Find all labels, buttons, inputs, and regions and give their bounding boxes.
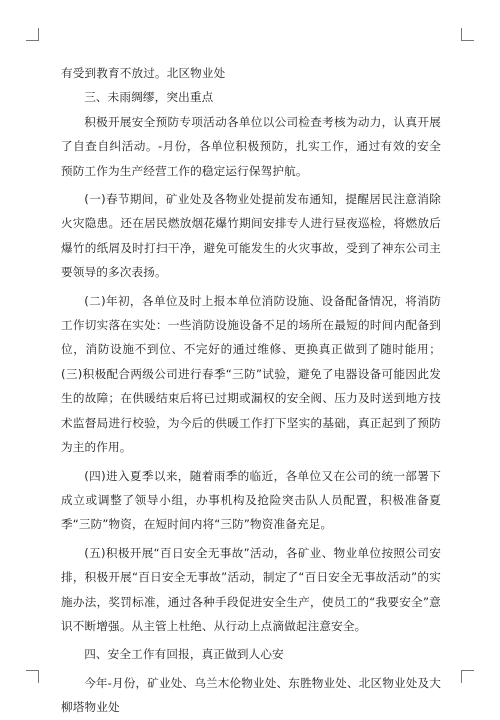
paragraph-item-4: (四)进入夏季以来，随着雨季的临近，各单位又在公司的统一部署下成立或调整了领导小组，办事机构及抢险突击队人员配置，积极准备夏季“三防”物资，在短时间内将“三防”物资准备充足。 (61, 468, 441, 532)
paragraph-item-2-3: (二)年初，各单位及时上报本单位消防设施、设备配备情况，将消防工作切实落在实处：一些消防设施设备不足的场所在最短的时间内配备到位，消防设施不到位、不完好的通过维修、更换真正做到了随时能用；(三)积极配合两级公司进行春季“三防”试验，避免了电器设备可能因此发生的故障；在供暖结束后将已过期或漏权的安全阀、压力及时送到地方技术监督局进行校验，为今后的供暖工作打下坚实的基础，真正起到了预防为主的作用。 (61, 293, 441, 455)
paragraph-continuation: 有受到教育不放过。北区物业处 (61, 66, 226, 80)
paragraph-results: 今年-月份，矿业处、乌兰木伦物业处、东胜物业处、北区物业处及大柳塔物业处 (61, 675, 441, 715)
section-heading-3: 三、未雨绸缪，突出重点 (84, 90, 214, 105)
paragraph-item-1: (一)春节期间，矿业处及各物业处提前发布通知，提醒居民注意消除火灾隐患。还在居民燃放烟花爆竹期间安排专人进行昼夜巡检，将燃放后爆竹的纸屑及时打扫干净，避免可能发生的火灾事故，受到了神东公司主要领导的多次表扬。 (61, 192, 441, 280)
document-body (61, 61, 441, 720)
crop-mark-top-right (461, 28, 474, 41)
paragraph-item-5: (五)积极开展“百日安全无事故”活动，各矿业、物业单位按照公司安排，积极开展“百日安全无事故”活动，制定了“百日安全无事故活动”的实施办法，奖罚标准，通过各种手段促进安全生产，使员工的“我要安全”意识不断增强。从主管上杜绝、从行动上点滴做起注意安全。 (61, 545, 441, 633)
crop-mark-top-left (26, 28, 39, 41)
crop-mark-bottom-left (26, 670, 39, 683)
paragraph-prevention-intro: 积极开展安全预防专项活动各单位以公司检查考核为动力，认真开展了自查自纠活动。-月份，各单位积极预防，扎实工作，通过有效的安全预防工作为生产经营工作的稳定运行保驾护航。 (61, 114, 441, 178)
section-heading-4: 四、安全工作有回报，真正做到人心安 (84, 647, 284, 662)
crop-mark-bottom-right (461, 670, 474, 683)
